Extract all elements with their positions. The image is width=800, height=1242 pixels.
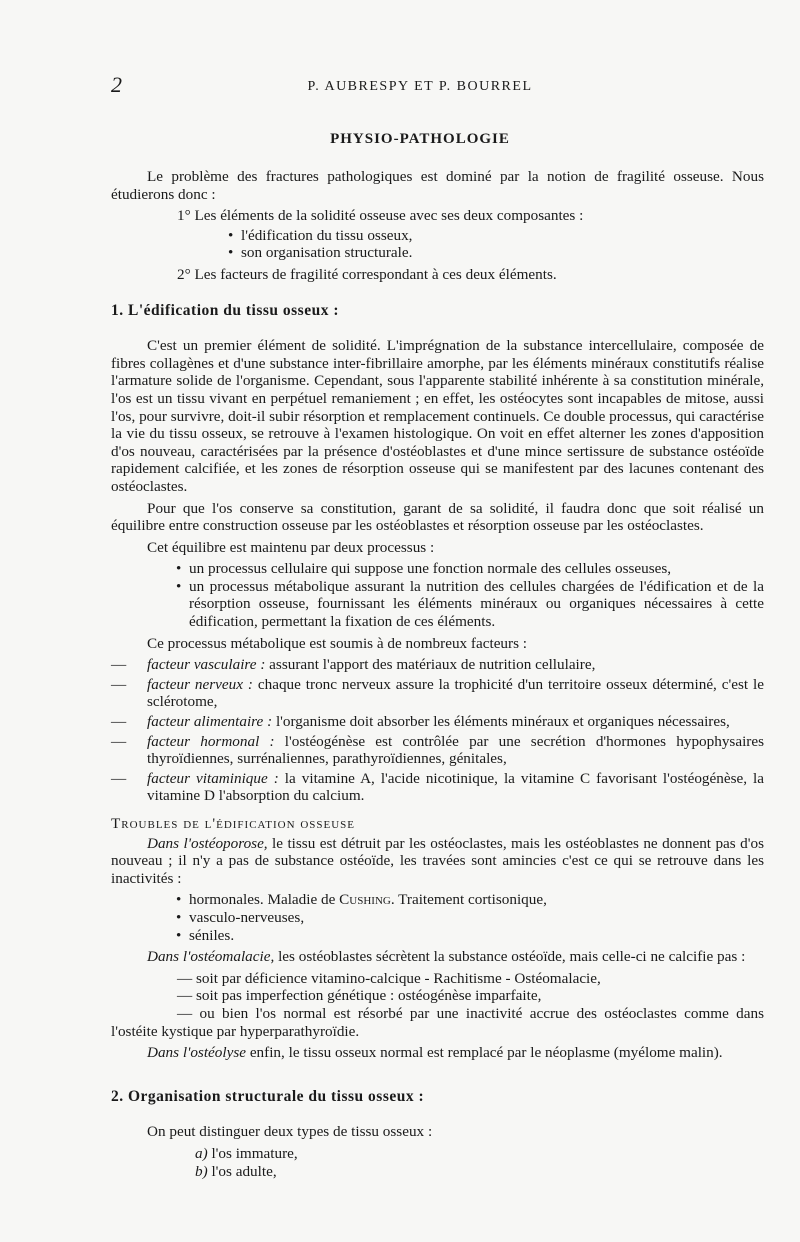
factor-item: — facteur alimentaire : l'organisme doit absorber les éléments minéraux et organiques nécessaires, [111, 713, 730, 731]
factor-item: — facteur nerveux : chaque tronc nerveux assure la trophicité d'un territoire osseux déterminé, c'est le sclérotome, [111, 675, 764, 711]
osteolyse-paragraph: Dans l'ostéolyse enfin, le tissu osseux normal est remplacé par le néoplasme (myélome malin). [147, 1044, 723, 1062]
running-title: P. AUBRESPY ET P. BOURREL [307, 79, 533, 94]
cause-item: — soit pas imperfection génétique : ostéogénèse imparfaite, [177, 987, 542, 1005]
page-number: 2 [111, 72, 122, 97]
factor-item: — facteur vitaminique : la vitamine A, l'acide nicotinique, la vitamine C favorisant l'ostéogénèse, la vitamine D l'absorption du calcium. [111, 769, 765, 805]
section-1-heading: 1. L'édification du tissu osseux : [111, 301, 340, 319]
section-2-heading: 2. Organisation structurale du tissu osseux : [111, 1087, 425, 1105]
inactivite-item: • séniles. [189, 927, 764, 945]
plan-sublist [111, 227, 764, 262]
plan-list-2 [111, 266, 764, 284]
factor-name: facteur nerveux : [147, 675, 253, 693]
plan-item-2: 2° Les facteurs de fragilité correspondant à ces deux éléments. [177, 265, 557, 283]
plan-list [111, 207, 764, 225]
factor-list [111, 656, 764, 805]
factor-item: — facteur vasculaire : assurant l'apport des matériaux de nutrition cellulaire, [111, 656, 596, 674]
section-1-paragraph-4: Ce processus métabolique est soumis à de nombreux facteurs : [147, 634, 528, 652]
cause-item: — ou bien l'os normal est résorbé par une inactivité accrue des ostéoclastes comme dans l'ostéite kystique par hyperparathyroïdie. [111, 1004, 764, 1040]
osteomalacie-paragraph: Dans l'ostéomalacie, les ostéoblastes sécrètent la substance ostéoïde, mais celle-ci ne calcifie pas : [147, 948, 746, 966]
intro-paragraph: Le problème des fractures pathologiques est dominé par la notion de fragilité osseuse. Nous étudierons donc : [111, 168, 764, 203]
factor-name: facteur alimentaire : [147, 713, 273, 731]
factor-item: — facteur hormonal : l'ostéogénèse est contrôlée par une secrétion d'hormones hypophysaires thyroïdiennes, surrénaliennes, parathyroïdiennes, génitales, [111, 732, 764, 768]
type-item: b) l'os adulte, [195, 1162, 277, 1180]
section-2-paragraph-1: On peut distinguer deux types de tissu osseux : [147, 1123, 433, 1141]
troubles-heading: Troubles de l'édification osseuse [111, 815, 356, 832]
factor-name: facteur vitaminique : [147, 769, 279, 787]
cause-item: — soit par déficience vitamino-calcique - Rachitisme - Ostéomalacie, [177, 969, 601, 987]
plan-item-1: 1° Les éléments de la solidité osseuse avec ses deux composantes : [177, 207, 584, 225]
process-item: • un processus métabolique assurant la nutrition des cellules chargées de l'édification et de la résorption osseuse, fournissant les éléments minéraux ou organiques nécessaires à cette édification, permettant la fixation de ces éléments. [189, 578, 764, 631]
osteoporose-paragraph: Dans l'ostéoporose, le tissu est détruit par les ostéoclastes, mais les ostéoblastes ne donnent pas d'os nouveau ; il n'y a pas de substance ostéoïde, les travées sont amincies c'est ce qui se retrouve dans les inactivités : [111, 834, 764, 887]
osteomalacie-causes [111, 970, 764, 1040]
factor-name: facteur vasculaire : [147, 656, 266, 674]
chapter-title: PHYSIO-PATHOLOGIE [330, 131, 510, 147]
types-list [111, 1145, 764, 1180]
process-list [111, 560, 764, 630]
inactivite-item: • hormonales. Maladie de Cushing. Traitement cortisonique, [189, 891, 764, 909]
plan-subitem: • l'édification du tissu osseux, [241, 227, 764, 245]
type-item: a) l'os immature, [195, 1144, 298, 1162]
document-body [111, 168, 764, 1180]
section-1-paragraph-3: Cet équilibre est maintenu par deux processus : [147, 538, 435, 556]
inactivites-list [111, 891, 764, 944]
section-1-paragraph-1: C'est un premier élément de solidité. L'imprégnation de la substance intercellulaire, composée de fibres collagènes et d'une substance inter-fibrillaire amorphe, par les éléments minéraux constitutifs réalise l'armature solide de l'organisme. Cependant, sous l'apparente stabilité inhérente à sa constitution minérale, l'os est un tissu vivant en perpétuel remaniement ; en effet, les ostéocytes sont incapables de mitose, aussi l'os, pour survivre, doit-il subir résorption et remplacement continuels. Ce double processus, qui caractérise la vie du tissu osseux, se retrouve à l'examen histologique. On voit en effet alterner les zones d'apposition d'os nouveau, caractérisées par la présence d'ostéoblastes et d'une mince sertissure de substance ostéoïde rapidement calcifiée, et les zones de résorption osseuse qui se manifestent par des lacunes contenant des ostéoclastes. [111, 337, 764, 495]
section-1-paragraph-2: Pour que l'os conserve sa constitution, garant de sa solidité, il faudra donc que soit réalisé un équilibre entre construction osseuse par les ostéoblastes et résorption osseuse par les ostéoclastes. [111, 499, 764, 535]
factor-name: facteur hormonal : [147, 732, 275, 750]
process-item: • un processus cellulaire qui suppose une fonction normale des cellules osseuses, [189, 560, 764, 578]
plan-subitem: • son organisation structurale. [241, 244, 764, 262]
inactivite-item: • vasculo-nerveuses, [189, 909, 764, 927]
